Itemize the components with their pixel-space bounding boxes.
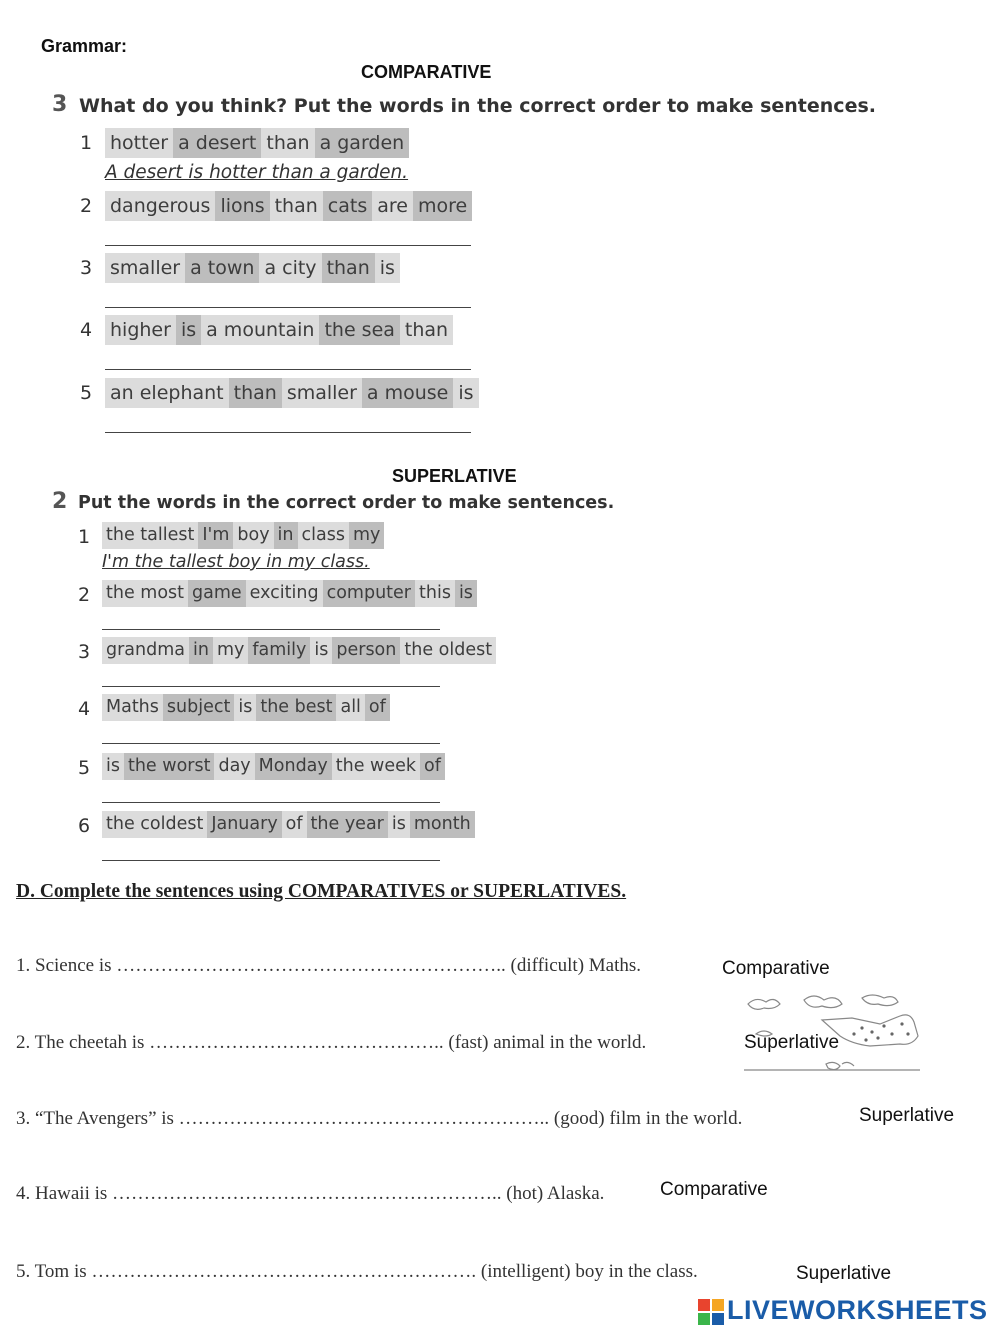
word-chip[interactable]: is: [388, 811, 410, 838]
item-number: 6: [78, 815, 91, 837]
item-number: 3: [78, 641, 91, 663]
answer-line[interactable]: [105, 307, 471, 308]
word-chip[interactable]: a mountain: [201, 315, 319, 345]
word-chip[interactable]: the tallest: [102, 522, 198, 549]
word-chip[interactable]: family: [248, 637, 310, 664]
answer-line[interactable]: [105, 432, 471, 433]
superlative-instruction: Put the words in the correct order to make sentences.: [78, 493, 615, 513]
word-chip[interactable]: more: [413, 191, 472, 221]
word-chip[interactable]: than: [400, 315, 453, 345]
word-chip[interactable]: smaller: [282, 378, 362, 408]
word-chip[interactable]: in: [274, 522, 298, 549]
item-number: 1: [78, 526, 91, 548]
word-chip[interactable]: cats: [323, 191, 372, 221]
word-chip[interactable]: smaller: [105, 253, 185, 283]
answer-type-label: Superlative: [796, 1263, 892, 1284]
word-chip[interactable]: the coldest: [102, 811, 207, 838]
word-chip[interactable]: an elephant: [105, 378, 229, 408]
answer-line[interactable]: [102, 686, 440, 687]
example-answer: I'm the tallest boy in my class.: [102, 552, 370, 572]
word-row: [105, 128, 409, 158]
word-chip[interactable]: is: [176, 315, 201, 345]
item-number: 3: [80, 257, 93, 279]
word-row: [105, 191, 472, 221]
liveworksheets-logo-text: LIVEWORKSHEETS: [727, 1295, 988, 1325]
word-chip[interactable]: the oldest: [400, 637, 496, 664]
word-chip[interactable]: boy: [233, 522, 273, 549]
comparative-title: COMPARATIVE: [361, 62, 492, 82]
word-chip[interactable]: Maths: [102, 694, 163, 721]
word-chip[interactable]: the sea: [319, 315, 399, 345]
item-number: 2: [78, 584, 91, 606]
word-chip[interactable]: all: [336, 694, 364, 721]
word-chip[interactable]: the best: [256, 694, 336, 721]
word-chip[interactable]: in: [189, 637, 213, 664]
answer-type-label: Comparative: [722, 958, 830, 979]
word-chip[interactable]: is: [310, 637, 332, 664]
liveworksheets-logo-icon: [698, 1299, 724, 1325]
word-chip[interactable]: day: [214, 753, 254, 780]
word-chip[interactable]: is: [455, 580, 477, 607]
fill-in-sentence[interactable]: 5. Tom is ……………………………………………………. (intelligent) boy in the class.: [16, 1261, 698, 1282]
word-chip[interactable]: than: [261, 128, 314, 158]
answer-line[interactable]: [105, 369, 471, 370]
item-number: 1: [80, 132, 93, 154]
word-chip[interactable]: lions: [215, 191, 269, 221]
answer-type-label: Superlative: [744, 1032, 840, 1053]
word-row: [102, 694, 390, 721]
item-number: 4: [78, 698, 91, 720]
word-chip[interactable]: computer: [323, 580, 415, 607]
word-chip[interactable]: my: [349, 522, 384, 549]
word-chip[interactable]: higher: [105, 315, 176, 345]
section-d-title: D. Complete the sentences using COMPARATIVES or SUPERLATIVES.: [16, 881, 627, 902]
word-chip[interactable]: I'm: [198, 522, 233, 549]
example-answer: A desert is hotter than a garden.: [105, 162, 409, 183]
word-chip[interactable]: the year: [307, 811, 388, 838]
word-row: [102, 522, 384, 549]
answer-type-label: Comparative: [660, 1179, 768, 1200]
word-chip[interactable]: is: [234, 694, 256, 721]
word-chip[interactable]: month: [410, 811, 475, 838]
superlative-title: SUPERLATIVE: [392, 466, 517, 486]
word-row: [102, 811, 475, 838]
item-number: 5: [80, 382, 93, 404]
superlative-exercise-number: 2: [52, 489, 68, 514]
word-row: [105, 315, 453, 345]
word-chip[interactable]: exciting: [246, 580, 323, 607]
word-chip[interactable]: is: [453, 378, 478, 408]
word-row: [102, 753, 445, 780]
word-chip[interactable]: a desert: [173, 128, 261, 158]
comparative-exercise-number: 3: [52, 92, 68, 117]
item-number: 5: [78, 757, 91, 779]
word-row: [102, 580, 477, 607]
word-chip[interactable]: a mouse: [362, 378, 453, 408]
word-chip[interactable]: hotter: [105, 128, 173, 158]
answer-line[interactable]: [102, 629, 440, 630]
word-row: [102, 637, 496, 664]
word-chip[interactable]: class: [298, 522, 349, 549]
word-row: [105, 253, 400, 283]
word-chip[interactable]: of: [365, 694, 390, 721]
cheetah-illustration-icon: [742, 990, 922, 1078]
word-chip[interactable]: person: [332, 637, 400, 664]
fill-in-sentence[interactable]: 4. Hawaii is …………………………………………………….. (hot) Alaska.: [16, 1183, 605, 1204]
answer-line[interactable]: [102, 743, 440, 744]
word-chip[interactable]: my: [213, 637, 248, 664]
fill-in-sentence[interactable]: 2. The cheetah is ……………………………………….. (fast) animal in the world.: [16, 1032, 647, 1053]
word-chip[interactable]: than: [229, 378, 282, 408]
word-row: [105, 378, 479, 408]
word-chip[interactable]: game: [188, 580, 246, 607]
word-chip[interactable]: a town: [185, 253, 259, 283]
word-chip[interactable]: this: [415, 580, 455, 607]
grammar-heading: Grammar:: [41, 36, 128, 56]
word-chip[interactable]: grandma: [102, 637, 189, 664]
word-chip[interactable]: of: [420, 753, 445, 780]
answer-type-label: Superlative: [859, 1105, 955, 1126]
word-chip[interactable]: a city: [259, 253, 321, 283]
word-chip[interactable]: subject: [163, 694, 234, 721]
fill-in-sentence[interactable]: 3. “The Avengers” is ………………………………………………….. (good) film in the world.: [16, 1108, 743, 1129]
word-chip[interactable]: a garden: [315, 128, 410, 158]
word-chip[interactable]: are: [372, 191, 413, 221]
word-chip[interactable]: dangerous: [105, 191, 215, 221]
item-number: 2: [80, 195, 93, 217]
word-chip[interactable]: than: [270, 191, 323, 221]
word-chip[interactable]: is: [375, 253, 400, 283]
answer-line[interactable]: [102, 860, 440, 861]
word-chip[interactable]: than: [322, 253, 375, 283]
word-chip[interactable]: of: [282, 811, 307, 838]
answer-line[interactable]: [102, 802, 440, 803]
word-chip[interactable]: the most: [102, 580, 188, 607]
word-chip[interactable]: Monday: [255, 753, 332, 780]
answer-line[interactable]: [105, 245, 471, 246]
item-number: 4: [80, 319, 93, 341]
word-chip[interactable]: the week: [332, 753, 420, 780]
fill-in-sentence[interactable]: 1. Science is …………………………………………………….. (difficult) Maths.: [16, 955, 642, 976]
word-chip[interactable]: is: [102, 753, 124, 780]
comparative-instruction: What do you think? Put the words in the correct order to make sentences.: [79, 95, 876, 117]
word-chip[interactable]: the worst: [124, 753, 214, 780]
word-chip[interactable]: January: [207, 811, 281, 838]
